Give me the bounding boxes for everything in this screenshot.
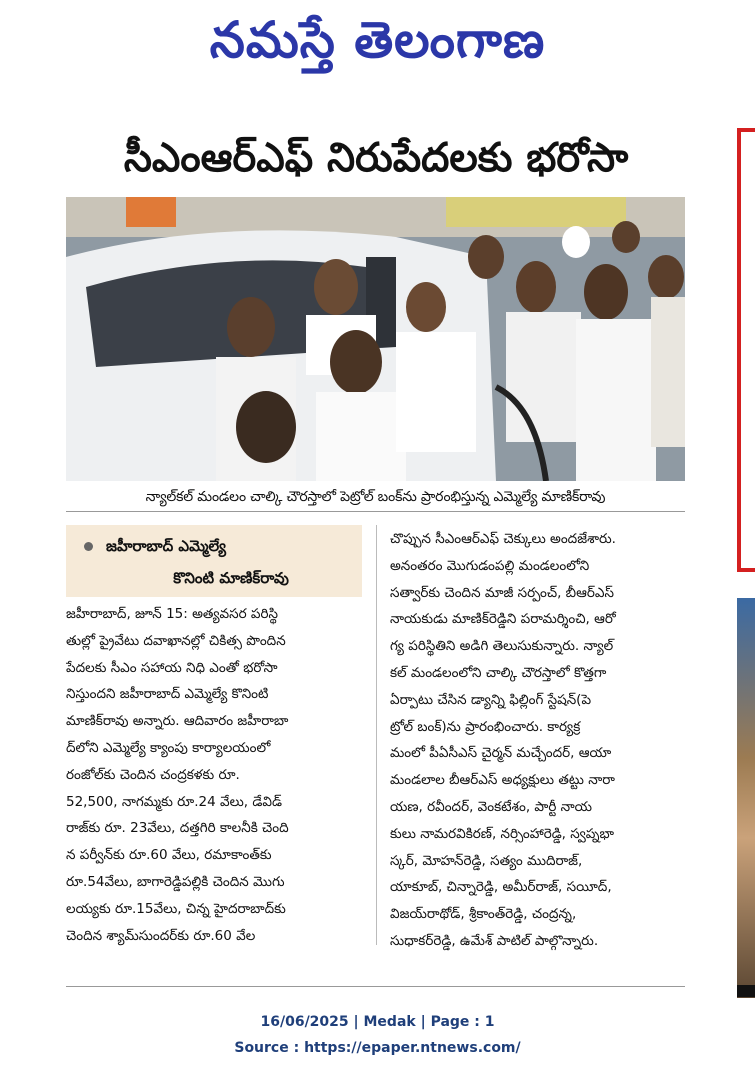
article-line: సత్వార్‌కు చెందిన మాజీ సర్పంచ్, బీఆర్ఎస్ bbox=[390, 584, 614, 601]
article-line: స్కర్, మోహన్‌రెడ్డి, సత్యం ముదిరాజ్, bbox=[390, 852, 583, 869]
highlight-line-1: జహీరాబాద్ ఎమ్మెల్యే bbox=[106, 537, 226, 555]
edition-info: 16/06/2025 | Medak | Page : 1 bbox=[260, 1014, 495, 1030]
highlight-box bbox=[66, 525, 362, 597]
news-photo bbox=[66, 197, 685, 481]
article-left-column bbox=[66, 601, 366, 949]
adjacent-marker bbox=[737, 985, 755, 997]
article-line: తుల్లో ప్రైవేటు దవాఖానల్లో చికిత్స పొందిన bbox=[66, 632, 286, 649]
article-line: సుధాకర్‌రెడ్డి, ఉమేశ్ పాటిల్ పాల్గొన్నారు. bbox=[390, 932, 599, 949]
article-line: మంలో పీఏసీఎస్ చైర్మన్ మచ్చేందర్, ఆయా bbox=[390, 745, 612, 762]
photo-caption: న్యాల్‌కల్ మండలం చాల్కి చౌరస్తాలో పెట్రోల్ బంక్‌ను ప్రారంభిస్తున్న ఎమ్మెల్యే మాణిక్‌రావు bbox=[145, 489, 606, 505]
headline: సీఎంఆర్ఎఫ్ నిరుపేదలకు భరోసా bbox=[123, 135, 629, 181]
article-line: 52,500, నాగమ్మకు రూ.24 వేలు, డేవిడ్ bbox=[66, 793, 282, 810]
column-divider bbox=[376, 525, 377, 945]
article-line: కల్ మండలంలోని చాల్కి చౌరస్తాలో కొత్తగా bbox=[390, 664, 607, 681]
source-link[interactable]: Source : https://epaper.ntnews.com/ bbox=[234, 1040, 521, 1056]
article-line: యణ, రవీందర్, వెంకటేశం, పార్టీ నాయ bbox=[390, 798, 593, 815]
article-line: న పర్వీన్‌కు రూ.60 వేలు, రమాకాంత్‌కు bbox=[66, 847, 272, 864]
article-line: చెందిన శ్యామ్‌సుందర్‌కు రూ.60 వేల bbox=[66, 927, 256, 944]
article-line: ఏర్పాటు చేసిన డ్యాన్ని ఫిల్లింగ్ స్టేషన్(పె bbox=[390, 691, 592, 708]
article-line: యాకూబ్, చిన్నారెడ్డి, అమీర్‌రాజ్, సయీద్, bbox=[390, 879, 612, 896]
article-line: చొప్పున సీఎంఆర్ఎఫ్ చెక్కులు అందజేశారు. bbox=[390, 531, 616, 547]
article-line: ట్రోల్ బంక్)ను ప్రారంభించారు. కార్యక్ర bbox=[390, 718, 581, 735]
article-line: పేదలకు సీఎం సహాయ నిధి ఎంతో భరోసా bbox=[66, 659, 278, 676]
article-line: గ్య పరిస్థితిని అడిగి తెలుసుకున్నారు. న్యాల్ bbox=[390, 638, 614, 655]
article-line: జహీరాబాద్, జూన్ 15: అత్యవసర పరిస్థి bbox=[66, 606, 278, 622]
article-line: నిస్తుందని జహీరాబాద్ ఎమ్మెల్యే కొనింటి bbox=[66, 686, 269, 703]
masthead-logo: నమస్తే తెలంగాణ bbox=[209, 11, 546, 69]
article-line: రంజోల్‌కు చెందిన చంద్రకళకు రూ. bbox=[66, 766, 240, 783]
article-line: ద్‌లోని ఎమ్మెల్యే క్యాంపు కార్యాలయంలో bbox=[66, 739, 271, 756]
article-bottom-rule bbox=[66, 986, 685, 987]
caption-divider bbox=[66, 511, 685, 512]
article-line: అనంతరం మొగుడంపల్లి మండలంలోని bbox=[390, 557, 590, 574]
article-line: మండలాల బీఆర్ఎస్ అధ్యక్షులు తట్టు నారా bbox=[390, 772, 615, 789]
article-line: రాజ్‌కు రూ. 23వేలు, దత్తగిరి కాలనీకి చెంది bbox=[66, 820, 289, 837]
adjacent-photo bbox=[737, 598, 755, 998]
article-line: మాణిక్‌రావు అన్నారు. ఆదివారం జహీరాబా bbox=[66, 713, 289, 730]
article-line: రూ.54వేలు, బాగారెడ్డిపల్లికి చెందిన మొగు bbox=[66, 873, 285, 890]
photo-illustration bbox=[66, 197, 685, 481]
adjacent-article-border bbox=[737, 128, 755, 572]
article-line: లయ్యకు రూ.15వేలు, చిన్న హైదరాబాద్‌కు bbox=[66, 900, 286, 917]
article-line: విజయ్‌రాథోడ్, శ్రీకాంత్‌రెడ్డి, చంద్రన్న, bbox=[390, 906, 577, 923]
article-line: కులు నామరవికిరణ్, నర్సింహారెడ్డి, స్వప్నభా bbox=[390, 825, 614, 842]
article-right-column bbox=[390, 526, 686, 955]
article-line: నాయకుడు మాణిక్‌రెడ్డిని పరామర్శించి, ఆరో bbox=[390, 611, 616, 628]
highlight-line-2: కొనింటి మాణిక్‌రావు bbox=[173, 569, 289, 587]
bullet-icon bbox=[84, 542, 93, 551]
